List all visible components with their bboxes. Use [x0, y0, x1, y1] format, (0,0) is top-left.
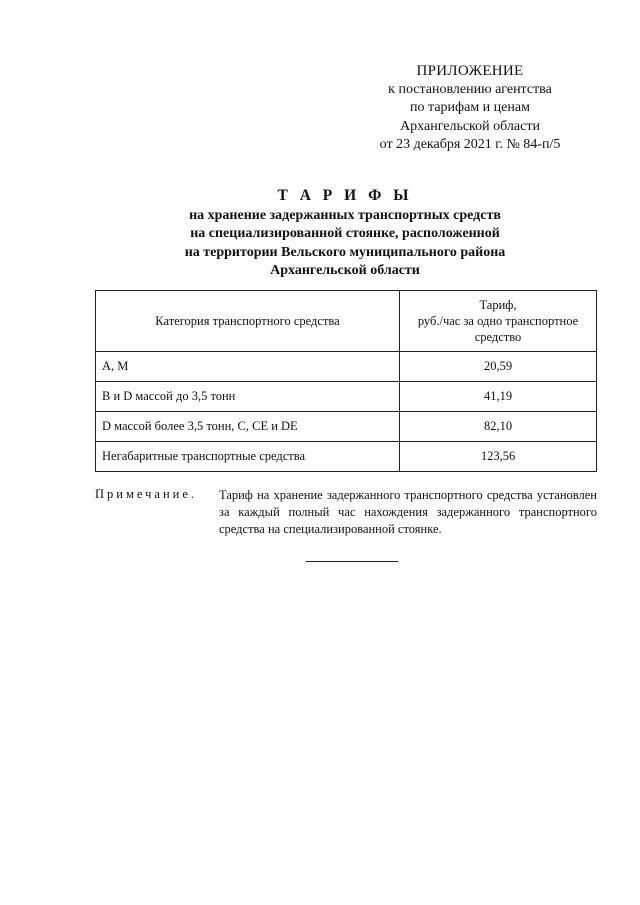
row-category: B и D массой до 3,5 тонн	[96, 382, 400, 412]
appendix-line: по тарифам и ценам	[410, 100, 530, 115]
table-row	[96, 382, 597, 412]
table-header-row	[96, 291, 597, 352]
table-row	[96, 412, 597, 442]
row-category: D массой более 3,5 тонн, C, CE и DE	[96, 412, 400, 442]
heading-line: на специализированной стоянке, расположенной	[190, 226, 500, 241]
row-tariff: 41,19	[400, 382, 597, 412]
row-category: Негабаритные транспортные средства	[96, 442, 400, 472]
heading-line: на территории Вельского муниципального района	[184, 244, 506, 260]
note-text: Тариф на хранение задержанного транспортного средства установлен за каждый полный час нахождения задержанного транспортного средства на специализированной стоянке.	[219, 488, 597, 536]
document-heading	[100, 187, 590, 281]
header-category: Категория транспортного средства	[96, 291, 400, 352]
row-category: A, M	[96, 352, 400, 382]
tariffs-table	[95, 290, 597, 472]
header-tariff	[400, 291, 597, 352]
row-tariff: 82,10	[400, 412, 597, 442]
row-tariff: 20,59	[400, 352, 597, 382]
appendix-block	[350, 62, 590, 155]
closing-rule	[306, 561, 398, 562]
row-tariff: 123,56	[400, 442, 597, 472]
appendix-line: Архангельской области	[400, 118, 540, 134]
table-row	[96, 442, 597, 472]
appendix-date-number: от 23 декабря 2021 г. № 84-п/5	[379, 137, 561, 152]
header-tariff-line: средство	[474, 330, 522, 344]
heading-line: Архангельской области	[270, 263, 420, 278]
header-tariff-line: Тариф,	[479, 298, 517, 312]
heading-line: на хранение задержанных транспортных средств	[189, 207, 501, 223]
note-label: Примечание.	[95, 487, 198, 501]
header-tariff-line: руб./час за одно транспортное	[417, 314, 579, 328]
appendix-title: ПРИЛОЖЕНИЕ	[416, 63, 524, 79]
table-row	[96, 352, 597, 382]
document-title: Т А Р И Ф Ы	[277, 187, 413, 204]
appendix-line: к постановлению агентства	[388, 81, 552, 97]
